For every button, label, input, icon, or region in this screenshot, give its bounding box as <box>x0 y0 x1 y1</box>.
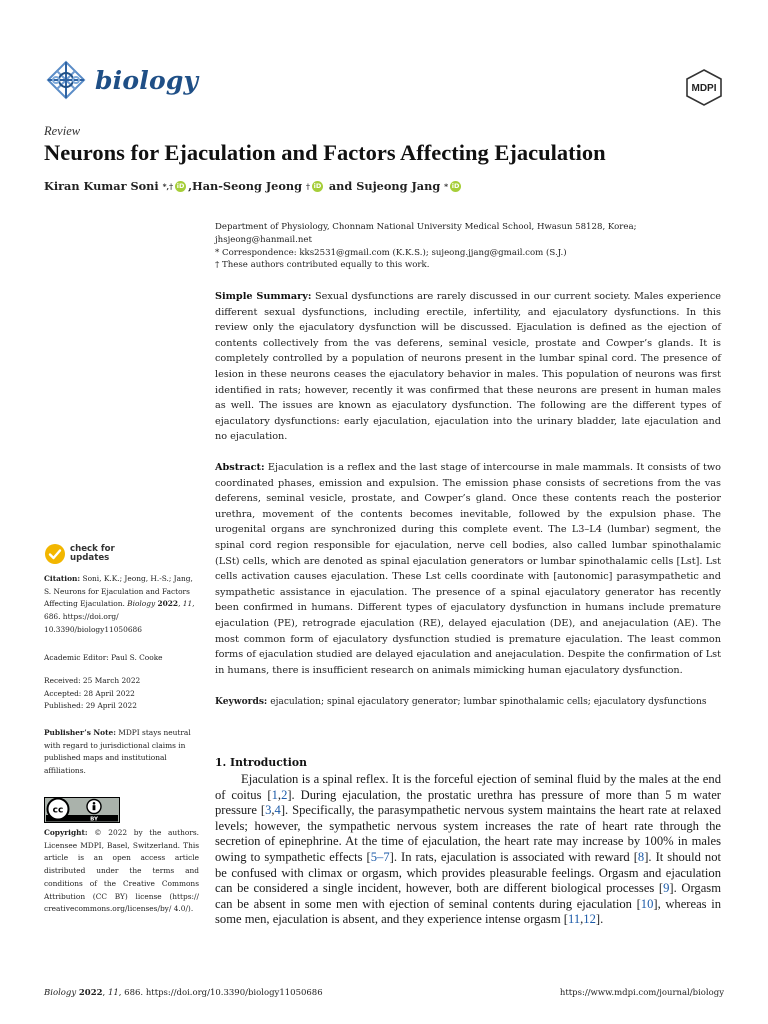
author-marks: *,† <box>162 181 174 191</box>
intro-text: ]. Orgasm can be absent in some men with ejection of seminal contents during ejaculation [ <box>215 881 722 911</box>
publisher-note-label: Publisher’s Note: <box>44 728 116 737</box>
correspondence-line: * Correspondence: kks2531@gmail.com (K.K.S.); sujeong.jjang@gmail.com (S.J.) <box>215 247 567 258</box>
received-date: Received: 25 March 2022 <box>44 676 141 685</box>
footer-volume: 11 <box>107 988 119 998</box>
copyright-block <box>44 827 199 916</box>
author-separator: and <box>324 179 357 193</box>
svg-text:cc: cc <box>52 805 64 816</box>
citation-text: Soni, K.K.; Jeong, H.-S.; Jang, S. Neurons for Ejaculation and Factors Affecting Ejaculation. <box>44 574 193 609</box>
affiliation-email[interactable]: jhsjeong@hanmail.net <box>215 234 312 245</box>
check-for-updates-button[interactable] <box>44 543 115 565</box>
article-title: Neurons for Ejaculation and Factors Affecting Ejaculation <box>44 140 606 165</box>
reference-link[interactable]: 1 <box>271 787 278 802</box>
reference-link[interactable]: 9 <box>663 881 670 896</box>
article-type: Review <box>44 124 81 138</box>
accepted-date: Accepted: 28 April 2022 <box>44 688 135 698</box>
citation-block: Citation: Soni, K.K.; Jeong, H.-S.; Jang, S. Neurons for Ejaculation and Factors Affecting Ejaculation. Biology 2022, 11, 686. https://doi.org/ 10.3390/biology11050686 <box>44 574 195 634</box>
reference-link[interactable]: 12 <box>583 912 596 927</box>
publisher-note-text: MDPI stays neutral with regard to jurisdictional claims in published maps and institutional affiliations. <box>44 728 191 776</box>
affiliation-line: Department of Physiology, Chonnam National University Medical School, Hwasun 58128, Korea; <box>215 222 637 232</box>
intro-paragraph <box>215 772 721 928</box>
simple-summary <box>215 289 721 445</box>
citation-journal: Biology <box>127 599 156 609</box>
biology-logo-icon <box>44 58 88 102</box>
check-label-1: check for <box>70 544 115 554</box>
orcid-icon[interactable]: iD <box>451 181 460 190</box>
reference-link[interactable]: 10 <box>640 896 654 911</box>
section-heading: 1. Introduction <box>215 756 307 769</box>
author-list <box>44 179 463 193</box>
reference-link[interactable]: 3 <box>265 803 272 818</box>
orcid-icon[interactable]: iD <box>176 181 185 190</box>
reference-link[interactable]: 4 <box>274 803 281 818</box>
summary-text: Sexual dysfunctions are rarely discussed in our current society. Males experience different sexual dysfunctions, including erectile, infertility, and ejaculatory dysfunctions. In this review only the ejaculatory dysfunction will be discussed. Ejaculation is defined as the ejection of contents collectively from the vas deferens, seminal vesicle, prostate and Cowper’s glands. It is completely controlled by a population of neurons present in the lumbar spinal cord. The presence of lesion in these neurons ceases the ejaculatory behavior in males. This population of neurons was first identified in rats; however, recently it was confirmed that these neurons are present in human males as well. The issues are known as ejaculatory dysfunction. The following are the different types of ejaculatory dysfunctions: early ejaculation, ejaculation into the urinary bladder, late ejaculation and no ejaculation. <box>215 291 721 443</box>
cc-by-license-icon[interactable] <box>44 797 120 823</box>
academic-editor: Academic Editor: Paul S. Cooke <box>44 653 163 662</box>
equal-contribution-note: † These authors contributed equally to this work. <box>215 260 430 271</box>
citation-volume: 11 <box>182 599 193 609</box>
reference-link[interactable]: 2 <box>281 787 288 802</box>
footer-journal: Biology <box>44 988 77 998</box>
intro-text: ]. It should not be confused with climax or orgasm, which provides pleasurable feelings. Orgasm and ejaculation can be considered a single incident, however, both are different biological processes [ <box>215 849 721 896</box>
intro-text: ]. During ejaculation, the prostatic urethra has pressure of more than 5 m water pressure [ <box>215 787 721 818</box>
reference-link[interactable]: 5–7 <box>370 849 390 864</box>
summary-label: Simple Summary: <box>215 291 312 302</box>
reference-link[interactable]: 8 <box>637 849 645 864</box>
footer-journal-url[interactable]: https://www.mdpi.com/journal/biology <box>559 988 724 998</box>
affiliation-block <box>215 221 725 272</box>
reference-link[interactable]: 11 <box>567 912 581 927</box>
abstract-label: Abstract: <box>215 462 265 473</box>
citation-label: Citation: <box>44 574 81 583</box>
author-name[interactable]: Han-Seong Jeong <box>192 179 303 193</box>
citation-year: 2022 <box>157 599 179 609</box>
intro-text: ]. <box>595 912 604 927</box>
cc-by-label: BY <box>90 816 98 823</box>
author-name[interactable]: Kiran Kumar Soni <box>44 179 159 193</box>
mdpi-logo-icon[interactable] <box>684 68 724 106</box>
dates-block <box>44 675 199 713</box>
orcid-icon[interactable]: iD <box>313 181 322 190</box>
journal-name: biology <box>95 65 199 95</box>
intro-text: ], whereas in some men, ejaculation is absent, and they experience intense orgasm [ <box>215 896 721 927</box>
publisher-note <box>44 727 199 778</box>
copyright-label: Copyright: <box>44 828 88 837</box>
citation-doi[interactable]: , 686. https://doi.org/ 10.3390/biology11050686 <box>44 599 195 634</box>
publisher-name: MDPI <box>691 83 717 94</box>
author-name[interactable]: Sujeong Jang <box>356 179 441 193</box>
author-marks: * <box>444 181 449 191</box>
journal-logo[interactable] <box>44 58 198 102</box>
intro-text: , <box>271 803 275 818</box>
abstract <box>215 460 721 678</box>
check-updates-icon <box>44 543 66 565</box>
intro-text: , <box>277 787 282 802</box>
published-date: Published: 29 April 2022 <box>44 701 137 711</box>
abstract-text: Ejaculation is a reflex and the last stage of intercourse in male mammals. It consists of two coordinated phases, emission and expulsion. The emission phase consists of secretions from the vas deferens, seminal vesicle, prostate, and Cowper’s gland. Once these contents reach the posterior urethra, movement of the contents becomes inevitable, followed by the expulsion phase. The urogenital organs are synchronized during this complete event. The L3–L4 (lumbar) segment, the spinal cord region responsible for ejaculation, nerve cell bodies, also called lumbar spinothalamic (LSt) cells, which are denoted as spinal ejaculation generators or lumbar spinothalamic cells [Lst]. Lst cells activation causes ejaculation. These Lst cells coordinate with [autonomic] parasympathetic and sympathetic assistance in ejaculation. The presence of a spinal ejaculatory generator has recently been confirmed in humans. Different types of ejaculatory dysfunction in humans include premature ejaculation (PE), retrograde ejaculation (RE), delayed ejaculation (DE), and anejaculation (AE). The most common form of ejaculatory dysfunction studied is premature ejaculation. The least common forms of ejaculation studied are delayed ejaculation and anejaculation. Despite the confirmation of Lst in humans, there is insufficient research on animals mimicking human ejaculatory dysfunction. <box>215 462 721 676</box>
author-marks: † <box>305 181 310 191</box>
footer-citation: Biology 2022, 11, 686. https://doi.org/10.3390/biology11050686 <box>44 988 323 998</box>
intro-text: ]. In rats, ejaculation is associated with reward [ <box>389 849 638 864</box>
footer-year: 2022 <box>78 988 103 998</box>
copyright-text: © 2022 by the authors. Licensee MDPI, Basel, Switzerland. This article is an open access article distributed under the terms and conditions of the Creative Commons Attribution (CC BY) license (https:// creativecommons.org/licenses/by/ 4.0/). <box>44 828 199 914</box>
footer-doi[interactable]: , 686. https://doi.org/10.3390/biology11050686 <box>118 988 323 998</box>
intro-text: , <box>580 912 584 927</box>
intro-text: ]. Specifically, the parasympathetic nervous system maintains the heart rate at relaxed levels; however, the sympathetic nervous system increases the rate of heart rate through the secretion of epinephrine. At the time of ejaculation, the heart rate may increase by 100% in males owing to sympathetic effects [ <box>215 803 721 864</box>
keywords-label: Keywords: <box>215 696 268 707</box>
keywords-text: ejaculation; spinal ejaculatory generator; lumbar spinothalamic cells; ejaculatory dysfunctions <box>270 697 707 707</box>
keywords <box>215 696 721 707</box>
intro-text: Ejaculation is a spinal reflex. It is the forceful ejection of seminal fluid by the males at the end of coitus [ <box>215 772 721 802</box>
author-separator: , <box>188 179 193 193</box>
check-label-2: updates <box>70 553 110 563</box>
